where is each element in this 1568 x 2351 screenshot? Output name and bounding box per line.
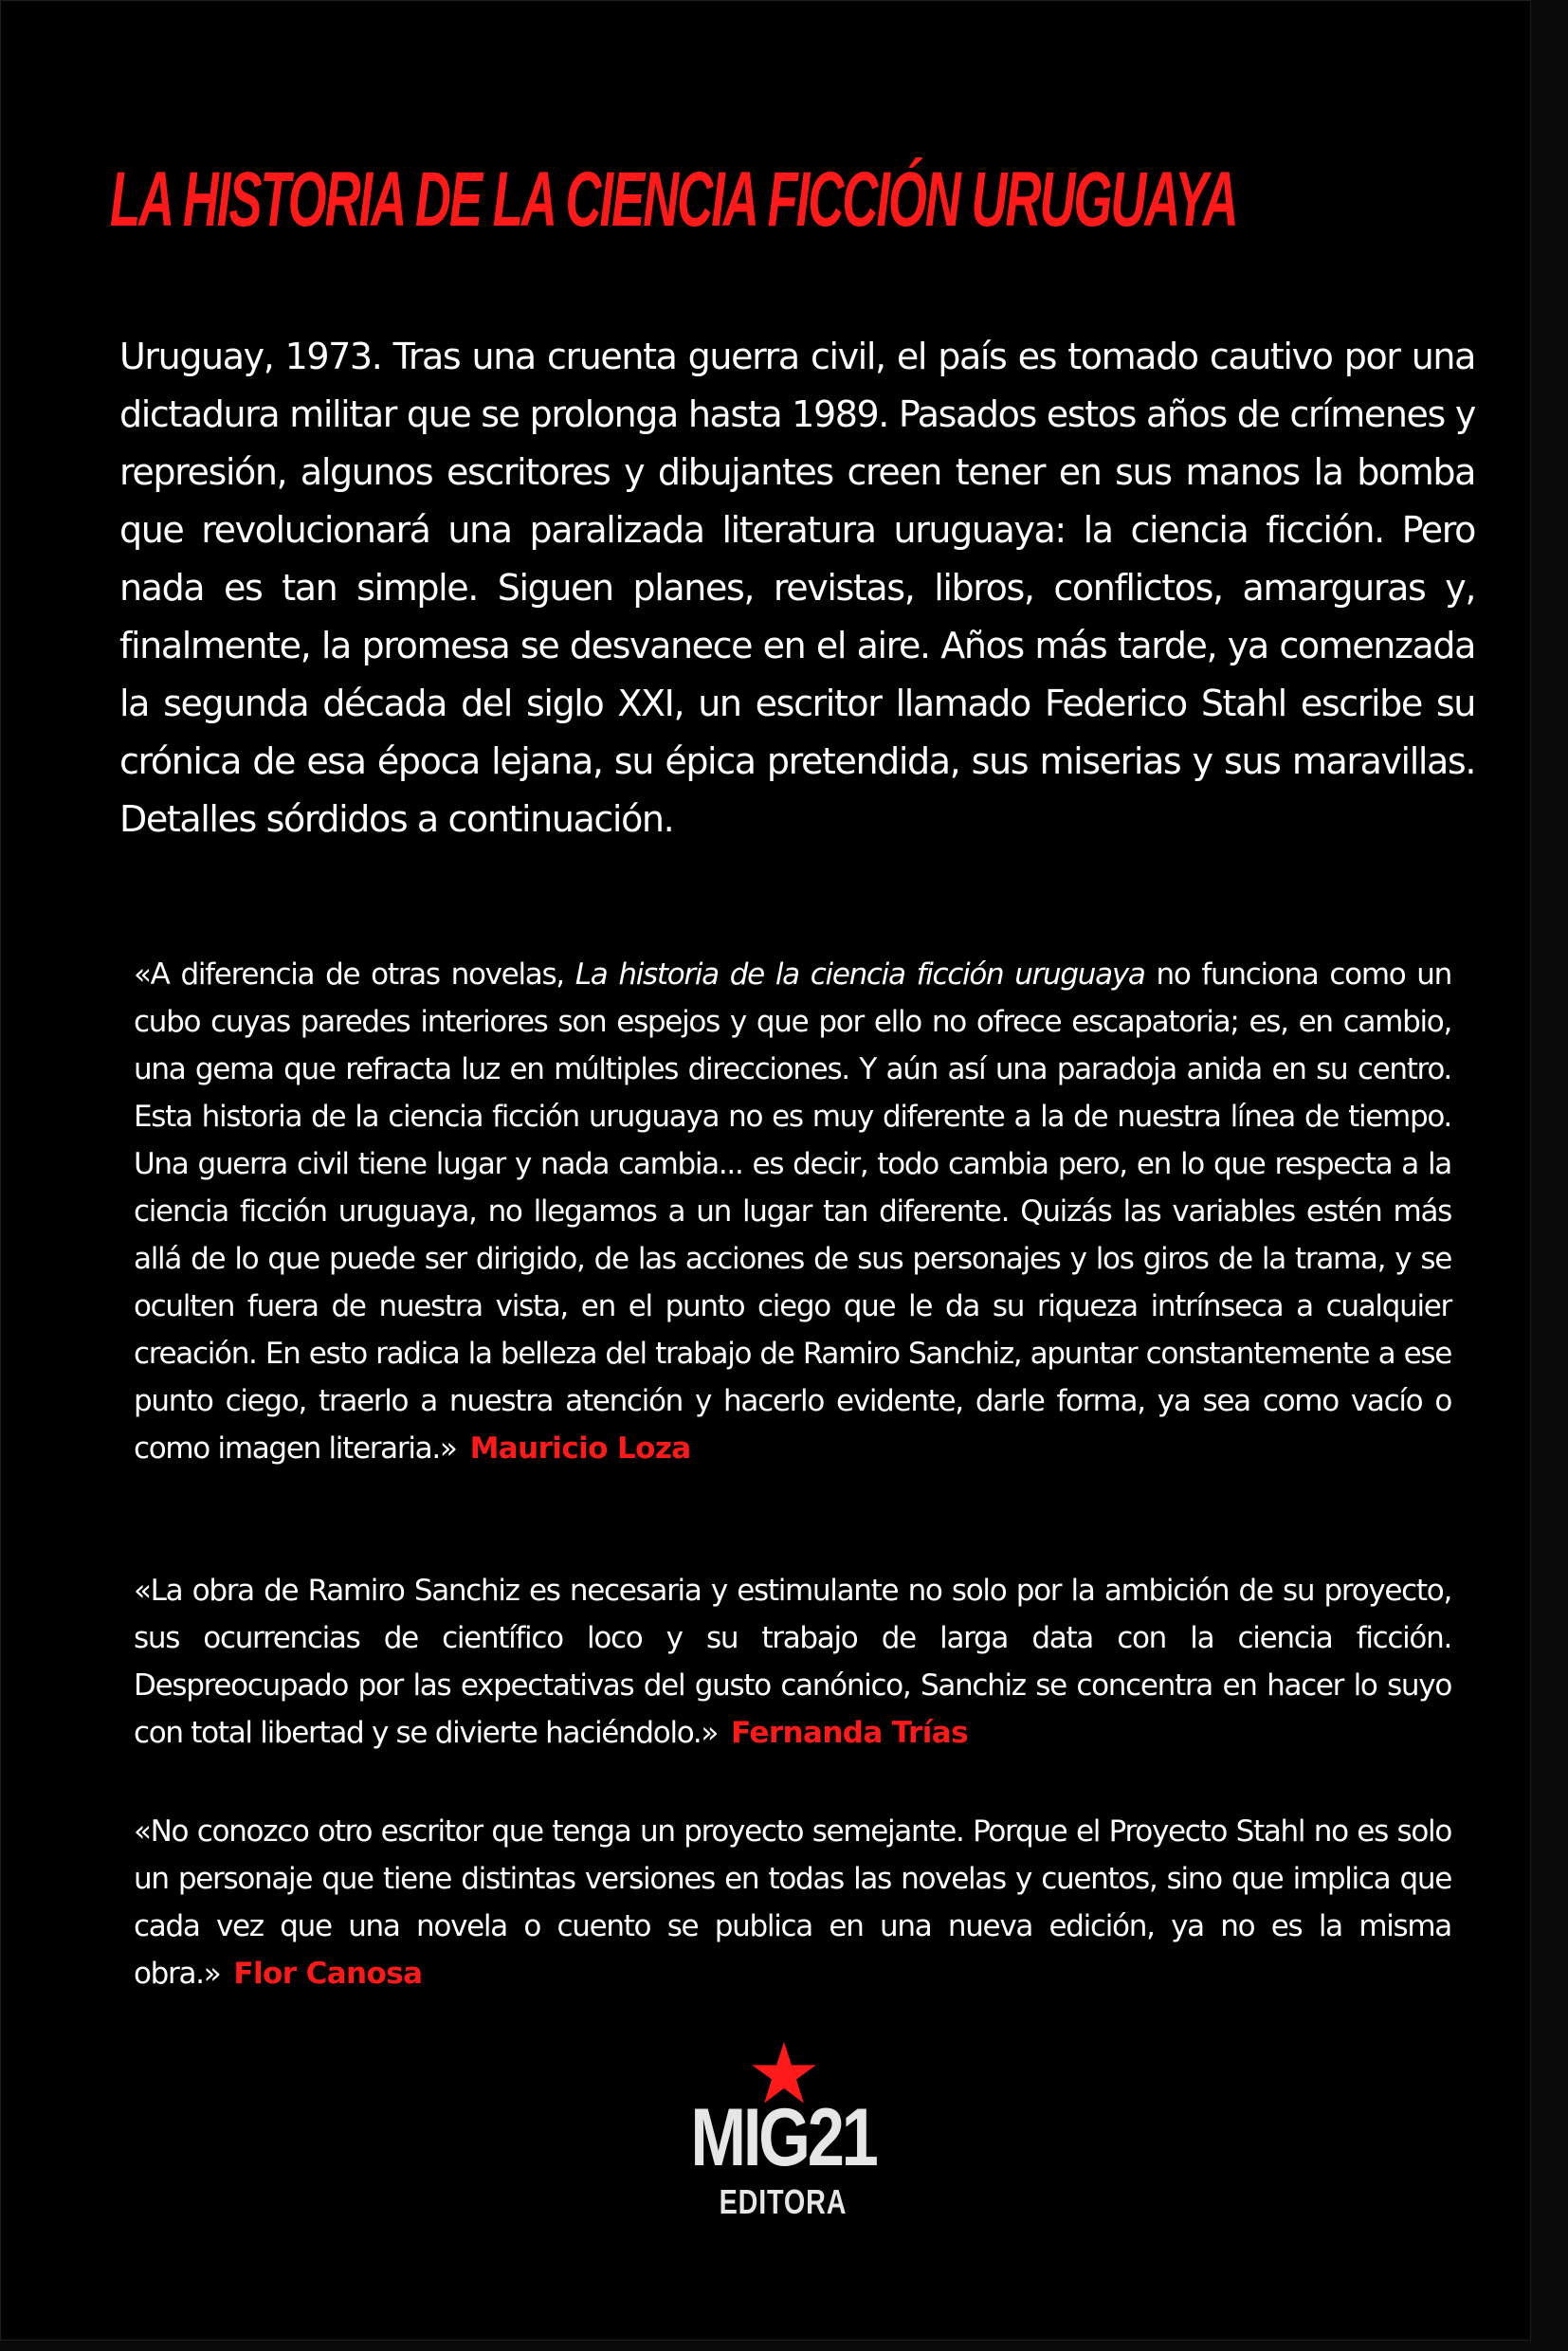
blurb-author-3: Flor Canosa	[233, 1957, 423, 1991]
blurb-author-1: Mauricio Loza	[469, 1431, 691, 1466]
blurb-quote-1	[134, 951, 1451, 1472]
blurb-author-2: Fernanda Trías	[731, 1716, 968, 1750]
blurb-quote-3	[134, 1808, 1451, 1997]
publisher-logo	[665, 2039, 902, 2229]
blurb-quote-1-text-end: no funciona como un cubo cuyas paredes interiores son espejos y que por ello no ofrece escapatoria; es, en cambio, una gema que refracta luz en múltiples direcciones. Y aún así una paradoja anida en su centro. Esta historia de la ciencia ficción uruguaya no es muy diferente a la de nuestra línea de tiempo. Una guerra civil tiene lugar y nada cambia... es decir, todo cambia pero, en lo que respecta a la ciencia ficción uruguaya, no llegamos a un lugar tan diferente. Quizás las variables estén más allá de lo que puede ser dirigido, de las acciones de sus personajes y los giros de la trama, y se oculten fuera de nuestra vista, en el punto ciego que le da su riqueza intrínseca a cualquier creación. En esto radica la belleza del trabajo de Ramiro Sanchiz, apuntar constantemente a ese punto ciego, traerlo a nuestra atención y hacerlo evidente, darle forma, ya sea como vacío o como imagen literaria.»	[134, 957, 1451, 1466]
blurb-quote-2-text: «La obra de Ramiro Sanchiz es necesaria y estimulante no solo por la ambición de su proyecto, sus ocurrencias de científico loco y su trabajo de larga data con la ciencia ficción. Despreocupado por las expectativas del gusto canónico, Sanchiz se concentra en hacer lo suyo con total libertad y se divierte haciéndolo.»	[134, 1574, 1451, 1750]
blurb-quote-1-book-title: La historia de la ciencia ficción uruguaya	[574, 957, 1145, 992]
publisher-name: MIG21	[690, 2092, 876, 2183]
blurb-quote-1-text-start: «A diferencia de otras novelas,	[134, 957, 575, 992]
publisher-subtitle: EDITORA	[719, 2182, 848, 2221]
synopsis-paragraph: Uruguay, 1973. Tras una cruenta guerra civil, el país es tomado cautivo por una dictadura militar que se prolonga hasta 1989. Pasados estos años de crímenes y represión, algunos escritores y dibujantes creen tener en sus manos la bomba que revolucionará una paralizada literatura uruguaya: la ciencia ficción. Pero nada es tan simple. Siguen planes, revistas, libros, conflictos, amarguras y, finalmente, la promesa se desvanece en el aire. Años más tarde, ya comenzada la segunda década del siglo XXI, un escritor llamado Federico Stahl escribe su crónica de esa época lejana, su épica pretendida, sus miserias y sus maravillas. Detalles sórdidos a continuación.	[119, 336, 1475, 840]
blurb-quote-2	[134, 1567, 1451, 1757]
blurb-quote-3-text: «No conozco otro escritor que tenga un proyecto semejante. Porque el Proyecto Stahl no es solo un personaje que tiene distintas versiones en todas las novelas y cuentos, sino que implica que cada vez que una novela o cuento se publica en una nueva edición, ya no es la misma obra.»	[134, 1814, 1451, 1991]
book-title: LA HISTORIA DE LA CIENCIA FICCIÓN URUGUAYA	[110, 156, 1237, 243]
